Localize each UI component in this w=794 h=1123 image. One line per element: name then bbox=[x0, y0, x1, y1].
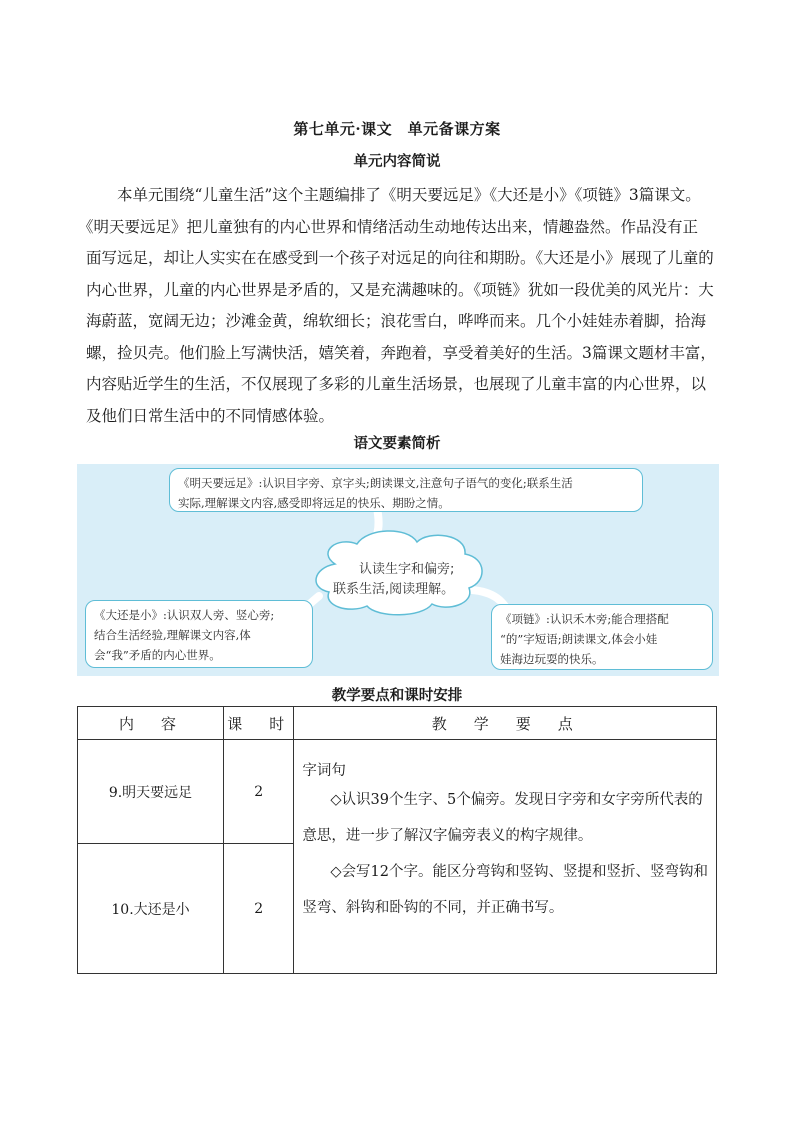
box-line: 《大还是小》:认识双人旁、竖心旁; bbox=[94, 608, 275, 622]
box-line: 《明天要远足》:认识目字旁、京字头;朗读课文,注意句子语气的变化;联系生活 bbox=[178, 476, 573, 490]
intro-line: 海蔚蓝，宽阔无边；沙滩金黄，绵软细长；浪花雪白，哗哗而来。几个小娃娃赤着脚，拾海 bbox=[86, 312, 707, 330]
intro-line: 面写远足，却让人实实在在感受到一个孩子对远足的向往和期盼。《大还是小》展现了儿童的 bbox=[86, 249, 714, 267]
intro-line: 《明天要远足》把儿童独有的内心世界和情绪活动生动地传达出来，情趣盎然。作品没有正 bbox=[78, 217, 699, 236]
diagram-box-xianglian bbox=[491, 604, 713, 670]
box-line: 结合生活经验,理解课文内容,体 bbox=[94, 628, 251, 642]
row-content: 9.明天要远足 bbox=[78, 740, 224, 844]
points-line: 竖弯、斜钩和卧钩的不同，并正确书写。 bbox=[302, 900, 564, 916]
section-heading-plan: 教学要点和课时安排 bbox=[331, 687, 463, 704]
section-heading-content: 单元内容简说 bbox=[353, 153, 441, 170]
intro-line: 本单元围绕“儿童生活”这个主题编排了《明天要远足》《大还是小》《项链》3篇课文。 bbox=[86, 186, 701, 204]
points-line: ◇会写12个字。能区分弯钩和竖钩、竖提和竖折、竖弯钩和 bbox=[330, 864, 708, 880]
points-heading: 字词句 bbox=[302, 763, 346, 779]
diagram-box-dahuanshixiao bbox=[85, 600, 313, 668]
points-line: 意思，进一步了解汉字偏旁表义的构字规律。 bbox=[302, 828, 593, 844]
box-line: 会“我”矛盾的内心世界。 bbox=[94, 648, 221, 662]
points-line: ◇认识39个生字、5个偏旁。发现日字旁和女字旁所代表的 bbox=[330, 792, 703, 808]
page-title: 第七单元·课文 单元备课方案 bbox=[293, 120, 501, 138]
element-diagram bbox=[77, 464, 719, 676]
intro-line: 螺，捡贝壳。他们脸上写满快活，嬉笑着，奔跑着，享受着美好的生活。3篇课文题材丰富， bbox=[86, 343, 716, 362]
intro-paragraph bbox=[78, 180, 726, 432]
row-content: 10.大还是小 bbox=[78, 844, 224, 974]
cloud-line-2: 联系生活,阅读理解。 bbox=[333, 582, 455, 597]
box-line: 娃海边玩耍的快乐。 bbox=[500, 652, 604, 666]
intro-line: 及他们日常生活中的不同情感体验。 bbox=[86, 406, 335, 425]
cloud-line-1: 认读生字和偏旁; bbox=[359, 562, 455, 577]
table-row bbox=[78, 740, 717, 844]
header-hours: 课 时 bbox=[224, 707, 294, 740]
section-heading-elements: 语文要素简析 bbox=[353, 435, 441, 452]
diagram-box-mingtian bbox=[169, 468, 643, 512]
teaching-points-cell bbox=[294, 740, 717, 974]
header-content: 内 容 bbox=[78, 707, 224, 740]
row-hours: 2 bbox=[224, 740, 294, 844]
header-points: 教 学 要 点 bbox=[294, 707, 717, 740]
box-line: “的”字短语;朗读课文,体会小娃 bbox=[500, 632, 658, 646]
box-line: 实际,理解课文内容,感受即将远足的快乐、期盼之情。 bbox=[178, 496, 450, 510]
intro-line: 内容贴近学生的生活，不仅展现了多彩的儿童生活场景，也展现了儿童丰富的内心世界，以 bbox=[86, 375, 707, 393]
box-line: 《项链》:认识禾木旁;能合理搭配 bbox=[500, 612, 669, 626]
intro-line: 内心世界，儿童的内心世界是矛盾的，又是充满趣味的。《项链》犹如一段优美的风光片：大 bbox=[86, 280, 714, 299]
row-hours: 2 bbox=[224, 844, 294, 974]
table-header-row bbox=[78, 707, 717, 740]
plan-table bbox=[77, 706, 717, 974]
